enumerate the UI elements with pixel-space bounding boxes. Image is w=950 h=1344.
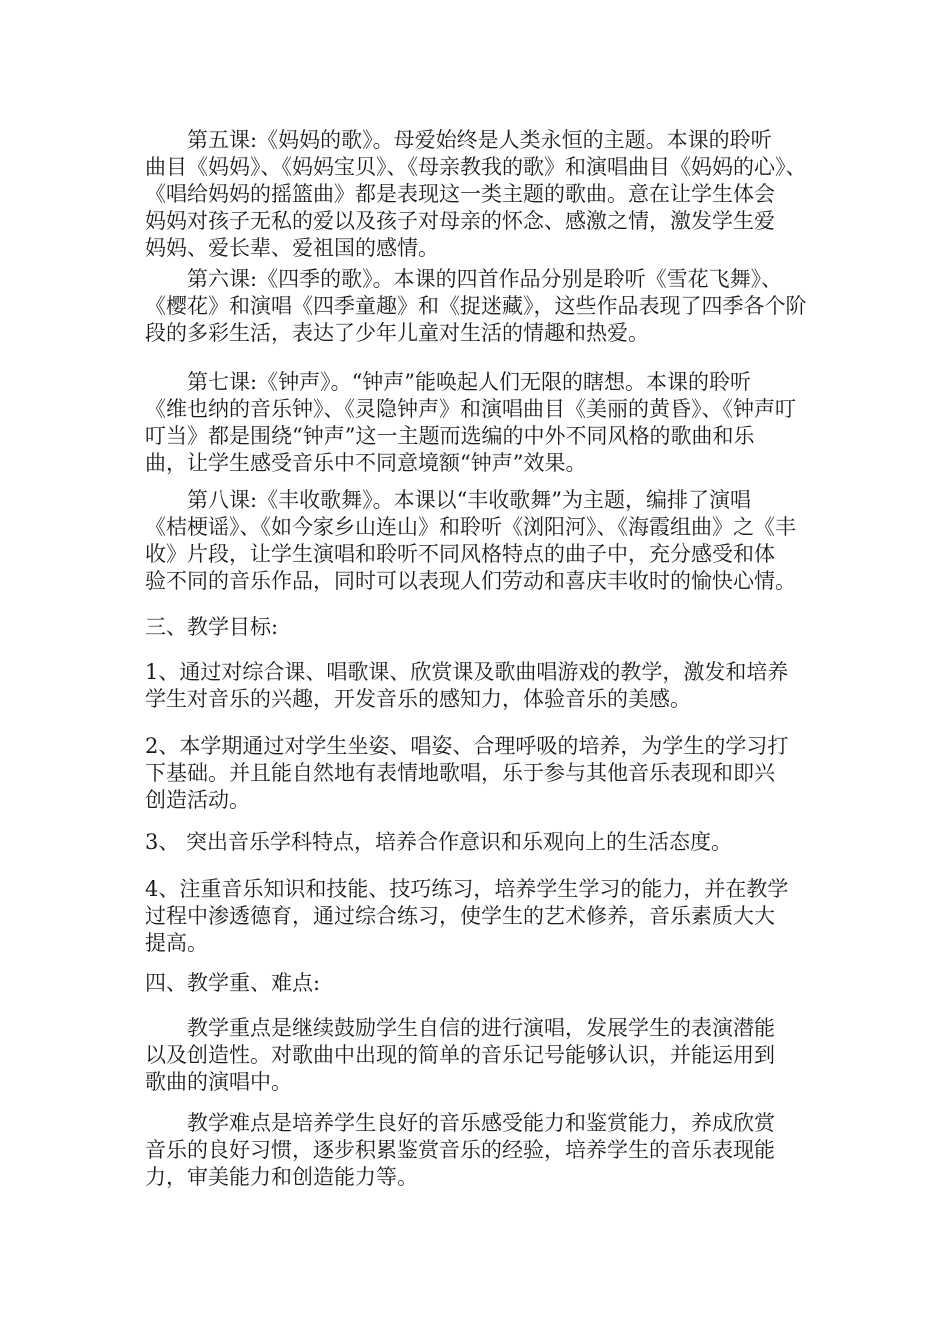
text-line: 过程中渗透德育，通过综合练习，使学生的艺术修养，音乐素质大大 bbox=[145, 904, 775, 928]
text-line: 段的多彩生活，表达了少年儿童对生活的情趣和热爱。 bbox=[145, 321, 649, 345]
text-line: 《樱花》和演唱《四季童趣》和《捉迷藏》，这些作品表现了四季各个阶 bbox=[145, 294, 807, 318]
heading-text: 四、教学重、难点: bbox=[145, 971, 321, 995]
text-line: 1、通过对综合课、唱歌课、欣赏课及歌曲唱游戏的教学，激发和培养 bbox=[145, 660, 789, 684]
text-line: 3、 突出音乐学科特点，培养合作意识和乐观向上的生活态度。 bbox=[145, 830, 733, 854]
text-line: 《桔梗谣》、《如今家乡山连山》和聆听《浏阳河》、《海霞组曲》之《丰 bbox=[145, 515, 796, 539]
text-line: 曲，让学生感受音乐中不同意境额“钟声”效果。 bbox=[145, 451, 587, 475]
text-line: 《维也纳的音乐钟》、《灵隐钟声》和演唱曲目《美丽的黄昏》、《钟声叮 bbox=[145, 397, 796, 421]
text-line: 音乐的良好习惯，逐步积累鉴赏音乐的经验，培养学生的音乐表现能 bbox=[145, 1138, 775, 1162]
section-heading-goals bbox=[145, 614, 815, 641]
text-line: 第八课:《丰收歌舞》。本课以“丰收歌舞”为主题，编排了演唱 bbox=[187, 488, 752, 512]
paragraph-goal-3 bbox=[145, 829, 815, 856]
paragraph-lesson-6 bbox=[145, 266, 815, 347]
paragraph-lesson-8 bbox=[145, 487, 815, 595]
paragraph-lesson-7 bbox=[145, 369, 815, 477]
text-line: 提高。 bbox=[145, 931, 208, 955]
text-line: 歌曲的演唱中。 bbox=[145, 1070, 292, 1094]
text-line: 妈妈、爱长辈、爱祖国的感情。 bbox=[145, 236, 439, 260]
paragraph-goal-2 bbox=[145, 733, 815, 814]
text-line: 教学难点是培养学生良好的音乐感受能力和鉴赏能力，养成欣赏 bbox=[187, 1111, 775, 1135]
text-line: 验不同的音乐作品，同时可以表现人们劳动和喜庆丰收时的愉快心情。 bbox=[145, 569, 796, 593]
text-line: 第七课:《钟声》。“钟声”能唤起人们无限的瞎想。本课的聆听 bbox=[187, 370, 752, 394]
paragraph-goal-4 bbox=[145, 876, 815, 957]
text-line: 创造活动。 bbox=[145, 788, 250, 812]
text-line: 4、注重音乐知识和技能、技巧练习，培养学生学习的能力，并在教学 bbox=[145, 877, 789, 901]
text-line: 教学重点是继续鼓励学生自信的进行演唱，发展学生的表演潜能 bbox=[187, 1016, 775, 1040]
text-line: 收》片段，让学生演唱和聆听不同风格特点的曲子中，充分感受和体 bbox=[145, 542, 775, 566]
text-line: 学生对音乐的兴趣，开发音乐的感知力，体验音乐的美感。 bbox=[145, 687, 691, 711]
heading-text: 三、教学目标: bbox=[145, 615, 279, 639]
text-line: 《唱给妈妈的摇篮曲》都是表现这一类主题的歌曲。意在让学生体会 bbox=[145, 182, 775, 206]
text-line: 叮当》都是围绕“钟声”这一主题而选编的中外不同风格的歌曲和乐 bbox=[145, 424, 755, 448]
paragraph-difficult-point bbox=[145, 1110, 815, 1191]
paragraph-key-point bbox=[145, 1015, 815, 1096]
text-line: 曲目《妈妈》、《妈妈宝贝》、《母亲教我的歌》和演唱曲目《妈妈的心》、 bbox=[145, 155, 807, 179]
text-line: 以及创造性。对歌曲中出现的简单的音乐记号能够认识，并能运用到 bbox=[145, 1043, 775, 1067]
section-heading-key-points bbox=[145, 970, 815, 997]
text-line: 第六课:《四季的歌》。本课的四首作品分别是聆听《雪花飞舞》、 bbox=[187, 267, 783, 291]
text-line: 下基础。并且能自然地有表情地歌唱，乐于参与其他音乐表现和即兴 bbox=[145, 761, 775, 785]
text-line: 2、本学期通过对学生坐姿、唱姿、合理呼吸的培养，为学生的学习打 bbox=[145, 734, 789, 758]
paragraph-lesson-5 bbox=[145, 127, 815, 262]
text-line: 力，审美能力和创造能力等。 bbox=[145, 1165, 418, 1189]
paragraph-goal-1 bbox=[145, 659, 815, 713]
text-line: 妈妈对孩子无私的爱以及孩子对母亲的怀念、感激之情，激发学生爱 bbox=[145, 209, 775, 233]
text-line: 第五课:《妈妈的歌》。母爱始终是人类永恒的主题。本课的聆听 bbox=[187, 128, 772, 152]
